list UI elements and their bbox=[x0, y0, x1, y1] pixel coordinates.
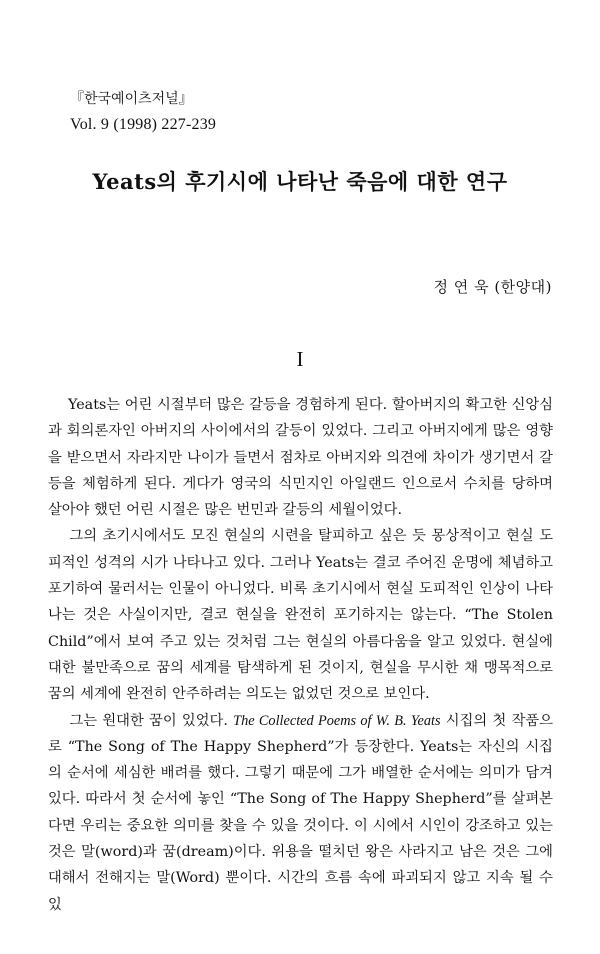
paper-title: Yeats의 후기시에 나타난 죽음에 대한 연구 bbox=[92, 169, 508, 194]
journal-name: 『한국예이츠저널』 bbox=[70, 91, 193, 107]
paragraph-text: 그는 원대한 꿈이 있었다. bbox=[69, 712, 234, 729]
paragraph-2 bbox=[48, 523, 553, 707]
paragraph-1 bbox=[48, 392, 553, 523]
body-text bbox=[48, 392, 553, 918]
paragraph-text: Yeats는 어린 시절부터 많은 갈등을 경험하게 된다. 할아버지의 확고한 신앙심과 회의론자인 아버지의 사이에서의 갈등이 있었다. 그리고 아버지에게 많은 영향을 받으면서 자라지만 나이가 들면서 점차로 아버지와 의견에 차이가 생기면서 갈등을 체험하게 된다. 게다가 영국의 식민지인 아일랜드 인으로서 수치를 당하며 살아야 했던 어린 시절은 많은 번민과 갈등의 세월이었다. bbox=[48, 397, 553, 519]
section-heading: I bbox=[296, 347, 304, 371]
volume-info: Vol. 9 (1998) 227-239 bbox=[70, 116, 217, 133]
paragraph-text: 시집의 첫 작품으로 “The Song of The Happy Shepherd”가 등장한다. Yeats는 자신의 시집의 순서에 세심한 배려를 했다. 그렇기 때문에 그가 배열한 순서에는 의미가 담겨 있다. 따라서 첫 순서에 놓인 “The Song of The Happy Shepherd”를 살펴본다면 우리는 중요한 의미를 찾을 수 있을 것이다. 이 시에서 시인이 강조하고 있는 것은 말(word)과 꿈(dream)이다. 위용을 떨치던 왕은 사라지고 남은 것은 그에 대해서 전해지는 말(Word) 뿐이다. 시간의 흐름 속에 파괴되지 않고 지속 될 수 있 bbox=[48, 712, 553, 913]
book-title-italic: The Collected Poems of W. B. Yeats bbox=[233, 712, 441, 729]
author-line: 정 연 욱 (한양대) bbox=[433, 278, 552, 296]
paragraph-text: 그의 초기시에서도 모진 현실의 시련을 탈피하고 싶은 듯 몽상적이고 현실 도피적인 성격의 시가 나타나고 있다. 그러나 Yeats는 결코 주어진 운명에 체념하고 포기하여 물러서는 인물이 아니었다. 비록 초기시에서 현실 도피적인 인상이 나타나는 것은 사실이지만, 결코 현실을 완전히 포기하지는 않는다. “The Stolen Child”에서 보여 주고 있는 것처럼 그는 현실의 아름다움을 알고 있었다. 현실에 대한 불만족으로 꿈의 세계를 탐색하게 된 것이지, 현실을 무시한 채 맹목적으로 꿈의 세계에 완전히 안주하려는 의도는 없었던 것으로 보인다. bbox=[48, 528, 553, 703]
paragraph-3 bbox=[48, 708, 553, 918]
